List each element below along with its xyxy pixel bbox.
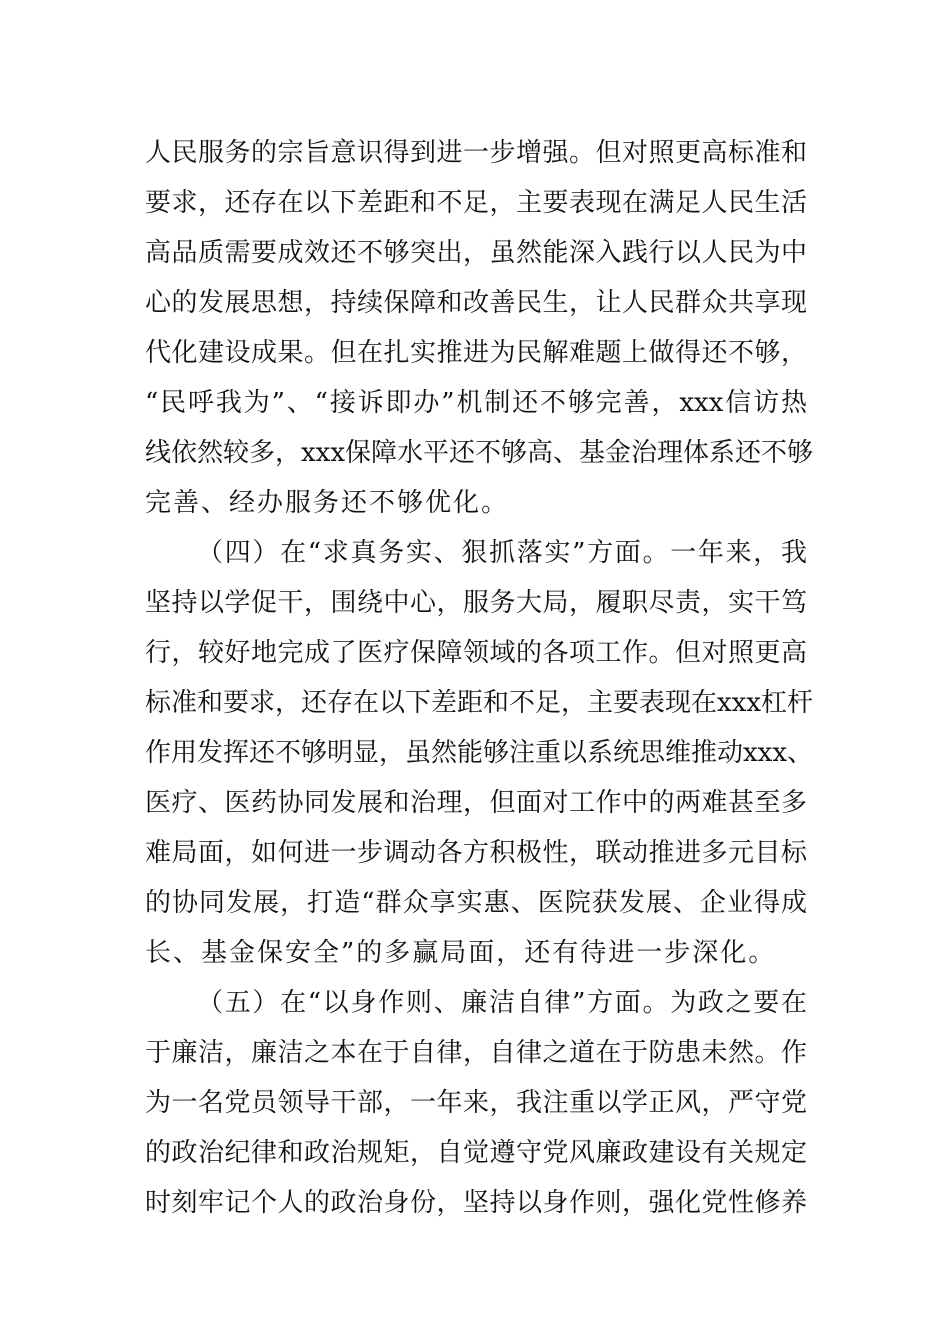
paragraph-end-line: 长、基金保安全”的多赢局面，还有待进一步深化。: [145, 938, 777, 968]
paragraph-five-heading-line: （五）在“以身作则、廉洁自律”方面。为政之要在: [197, 988, 807, 1018]
text-line: 难局面，如何进一步调动各方积极性，联动推进多元目标: [145, 838, 807, 868]
text-line: “民呼我为”、“接诉即办”机制还不够完善，xxx信访热: [145, 388, 807, 418]
text-line: 的协同发展，打造“群众享实惠、医院获发展、企业得成: [145, 888, 807, 918]
text-line: 的政治纪律和政治规矩，自觉遵守党风廉政建设有关规定: [145, 1138, 807, 1168]
text-line: 行，较好地完成了医疗保障领域的各项工作。但对照更高: [145, 638, 807, 668]
text-line: 时刻牢记个人的政治身份，坚持以身作则，强化党性修养: [145, 1188, 807, 1218]
text-line: 医疗、医药协同发展和治理，但面对工作中的两难甚至多: [145, 788, 807, 818]
paragraph-four-heading-line: （四）在“求真务实、狠抓落实”方面。一年来，我: [197, 538, 807, 568]
text-line: 代化建设成果。但在扎实推进为民解难题上做得还不够，: [145, 338, 807, 368]
text-line: 标准和要求，还存在以下差距和不足，主要表现在xxx杠杆: [145, 688, 813, 718]
text-line: 坚持以学促干，围绕中心，服务大局，履职尽责，实干笃: [145, 588, 807, 618]
text-line: 人民服务的宗旨意识得到进一步增强。但对照更高标准和: [145, 138, 807, 168]
paragraph-end-line: 完善、经办服务还不够优化。: [145, 488, 510, 518]
text-line: 作用发挥还不够明显，虽然能够注重以系统思维推动xxx、: [145, 738, 813, 768]
text-line: 心的发展思想，持续保障和改善民生，让人民群众共享现: [145, 288, 807, 318]
text-line: 于廉洁，廉洁之本在于自律，自律之道在于防患未然。作: [145, 1038, 807, 1068]
text-line: 线依然较多，xxx保障水平还不够高、基金治理体系还不够: [145, 438, 813, 468]
document-body: [145, 128, 813, 1228]
text-line: 为一名党员领导干部，一年来，我注重以学正风，严守党: [145, 1088, 807, 1118]
text-line: 高品质需要成效还不够突出，虽然能深入践行以人民为中: [145, 238, 807, 268]
text-line: 要求，还存在以下差距和不足，主要表现在满足人民生活: [145, 188, 807, 218]
